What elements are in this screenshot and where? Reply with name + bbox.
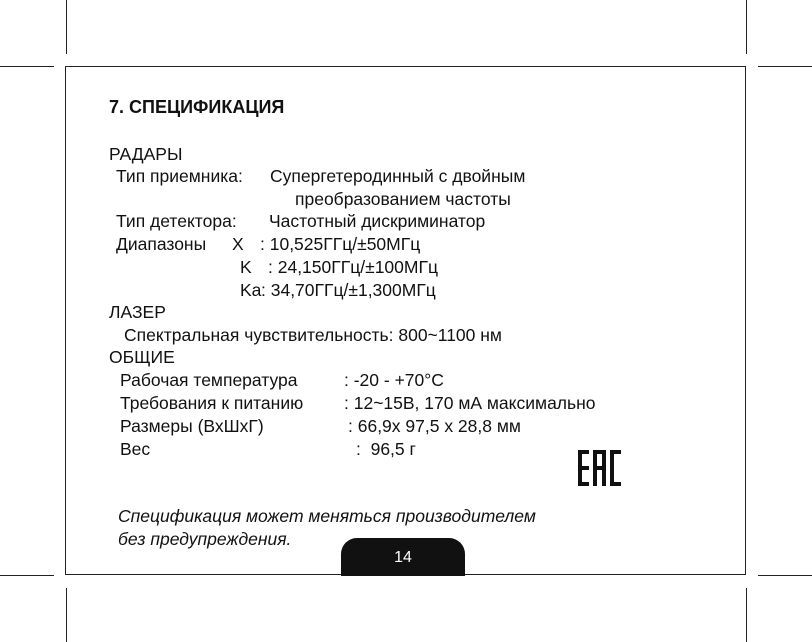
band-k-name: K [240,257,252,277]
temperature-label: Рабочая температура [120,370,298,390]
power-value: : 12~15В, 170 мА максимально [344,393,596,413]
laser-sensitivity: Спектральная чувствительность: 800~1100 нм [124,325,502,345]
section-laser: ЛАЗЕР [109,302,166,322]
page-number: 14 [394,548,412,566]
weight-label: Вес [120,439,151,459]
section-general: ОБЩИЕ [109,347,175,367]
manual-page [65,66,746,575]
crop-mark-bottom-right [746,588,747,642]
crop-mark-right-bottom [758,575,812,576]
temperature-value: : -20 - +70°C [344,370,444,390]
receiver-value: Супергетеродинный с двойным [270,166,526,186]
crop-mark-top-right [746,0,747,54]
bands-label: Диапазоны [116,234,207,254]
band-x-name: X [232,234,244,254]
crop-mark-left-bottom [0,575,54,576]
band-ka-name: Ka [240,280,262,300]
crop-mark-bottom-left [66,588,67,642]
power-label: Требования к питанию [120,393,304,413]
band-x-value: : 10,525ГГц/±50МГц [260,234,421,254]
eac-certification-logo [578,450,622,486]
band-ka-value: : 34,70ГГц/±1,300МГц [261,280,436,300]
receiver-label: Тип приемника: [116,166,243,186]
detector-value: Частотный дискриминатор [269,211,486,231]
disclaimer-line-2: без предупреждения. [118,529,292,549]
crop-mark-top-left [66,0,67,54]
band-k-value: : 24,150ГГц/±100МГц [268,257,438,277]
crop-mark-left-top [0,66,54,67]
dimensions-label: Размеры (ВхШхГ) [120,416,264,436]
dimensions-value: : 66,9х 97,5 х 28,8 мм [348,416,521,436]
page-number-tab [341,538,465,576]
crop-mark-right-top [758,66,812,67]
receiver-value-cont: преобразованием частоты [295,189,511,209]
page-title: 7. СПЕЦИФИКАЦИЯ [109,97,285,117]
disclaimer-line-1: Спецификация может меняться производителем [118,506,536,526]
detector-label: Тип детектора: [116,211,237,231]
section-radars: РАДАРЫ [109,144,183,164]
weight-value: : 96,5 г [356,439,416,459]
